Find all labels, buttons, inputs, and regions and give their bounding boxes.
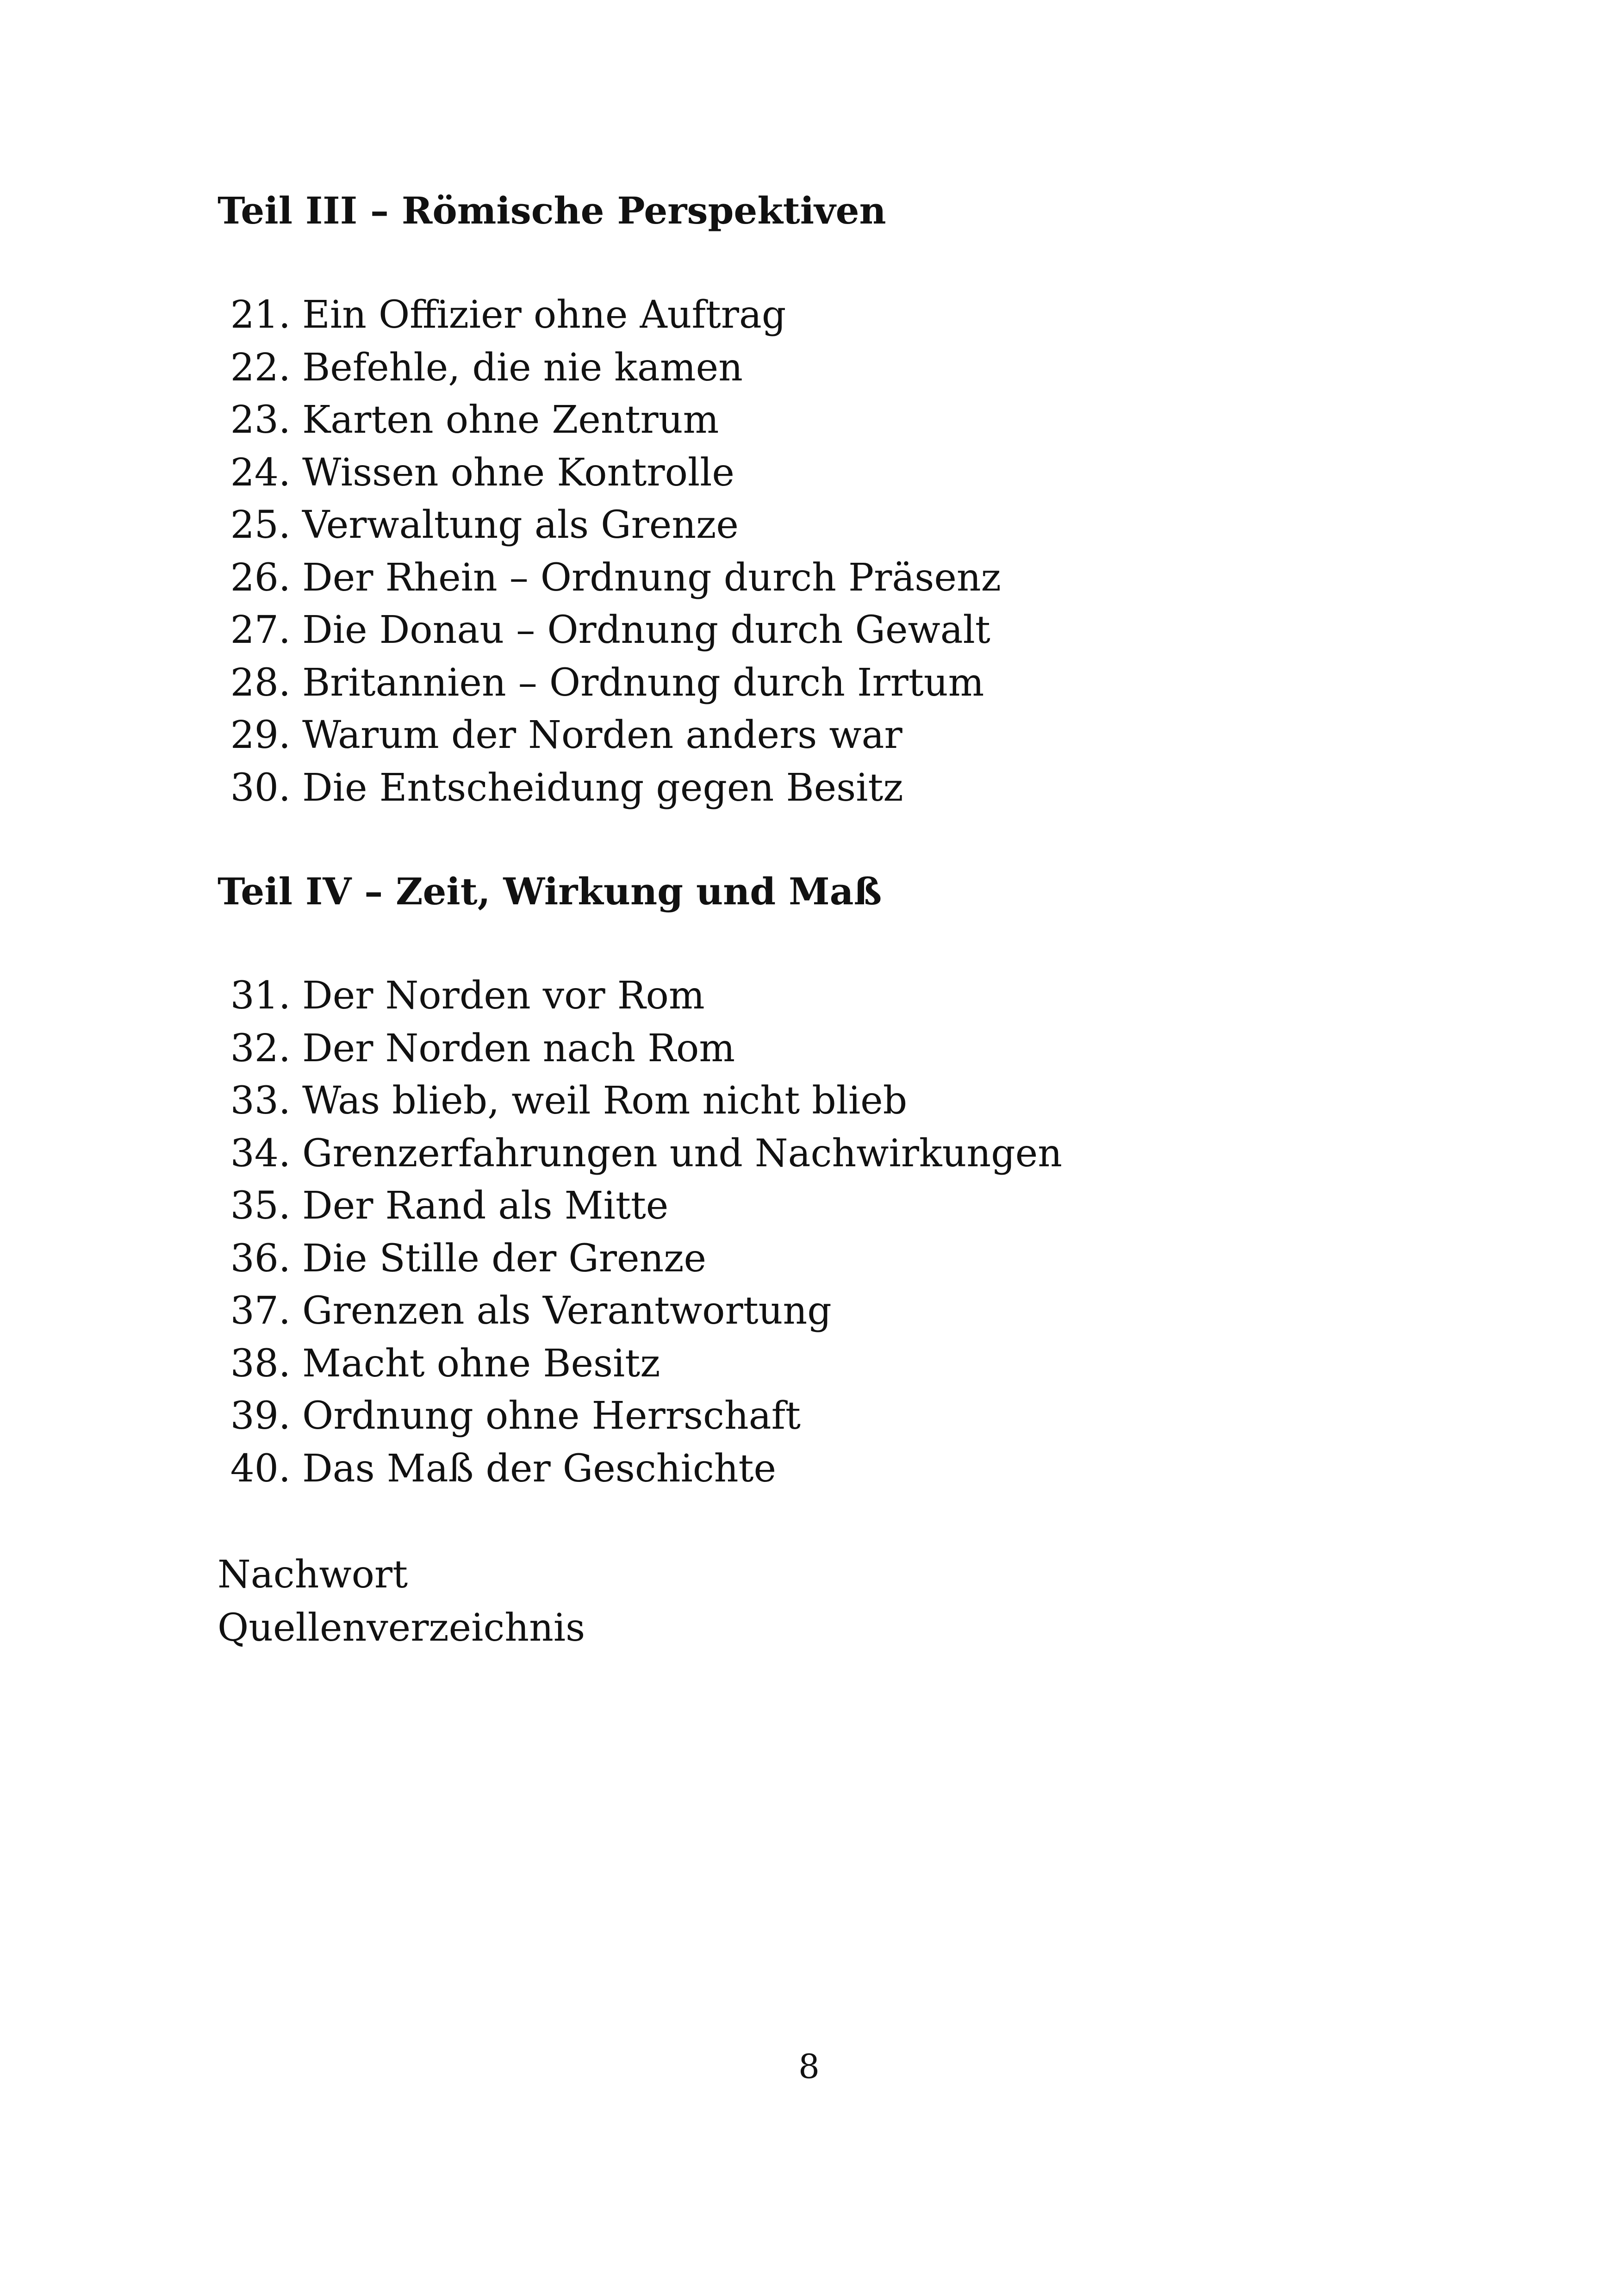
chapter-title: Macht ohne Besitz [302, 1341, 660, 1386]
back-matter-list [218, 1548, 585, 1655]
chapter-title: Der Norden nach Rom [302, 1026, 735, 1070]
chapter-number: 25. [230, 503, 291, 547]
chapter-title: Die Donau – Ordnung durch Gewalt [302, 608, 990, 652]
chapter-title: Die Entscheidung gegen Besitz [302, 765, 903, 810]
chapter-title: Ein Offizier ohne Auftrag [302, 293, 786, 337]
chapter-number: 21. [230, 293, 291, 337]
chapter-title: Britannien – Ordnung durch Irrtum [302, 660, 984, 705]
chapter-title: Der Rand als Mitte [302, 1184, 669, 1228]
chapter-number: 36. [230, 1236, 291, 1281]
chapter-title: Der Norden vor Rom [302, 974, 705, 1018]
back-matter-item: Quellenverzeichnis [218, 1606, 585, 1650]
chapter-number: 31. [230, 974, 291, 1018]
chapter-title: Befehle, die nie kamen [302, 345, 743, 390]
chapter-number: 35. [230, 1184, 291, 1228]
chapter-number: 23. [230, 398, 291, 442]
chapter-title: Wissen ohne Kontrolle [302, 450, 734, 495]
part-heading: Teil III – Römische Perspektiven [218, 189, 886, 232]
chapter-title: Die Stille der Grenze [302, 1236, 707, 1281]
chapter-number: 34. [230, 1131, 291, 1176]
chapter-title: Das Maß der Geschichte [302, 1446, 777, 1491]
chapter-number: 27. [230, 608, 291, 652]
chapter-number: 37. [230, 1289, 291, 1333]
chapter-title: Warum der Norden anders war [302, 713, 902, 757]
chapter-number: 26. [230, 555, 291, 600]
chapter-number: 40. [230, 1446, 291, 1491]
chapter-title: Was blieb, weil Rom nicht blieb [302, 1079, 908, 1123]
chapter-number: 28. [230, 660, 291, 705]
chapter-title: Ordnung ohne Herrschaft [302, 1394, 801, 1438]
chapter-title: Der Rhein – Ordnung durch Präsenz [302, 555, 1001, 600]
chapter-number: 32. [230, 1026, 291, 1070]
chapter-title: Grenzen als Verantwortung [302, 1289, 832, 1333]
chapter-title: Grenzerfahrungen und Nachwirkungen [302, 1131, 1063, 1176]
chapter-number: 38. [230, 1341, 291, 1386]
page-number: 8 [798, 2047, 820, 2086]
chapter-number: 22. [230, 345, 291, 390]
chapter-number: 29. [230, 713, 291, 757]
chapter-number: 30. [230, 765, 291, 810]
back-matter-item: Nachwort [218, 1553, 408, 1597]
chapter-title: Karten ohne Zentrum [302, 398, 719, 442]
chapter-number: 39. [230, 1394, 291, 1438]
part-heading: Teil IV – Zeit, Wirkung und Maß [218, 870, 882, 913]
chapter-title: Verwaltung als Grenze [302, 503, 739, 547]
chapter-number: 24. [230, 450, 291, 495]
chapter-number: 33. [230, 1079, 291, 1123]
